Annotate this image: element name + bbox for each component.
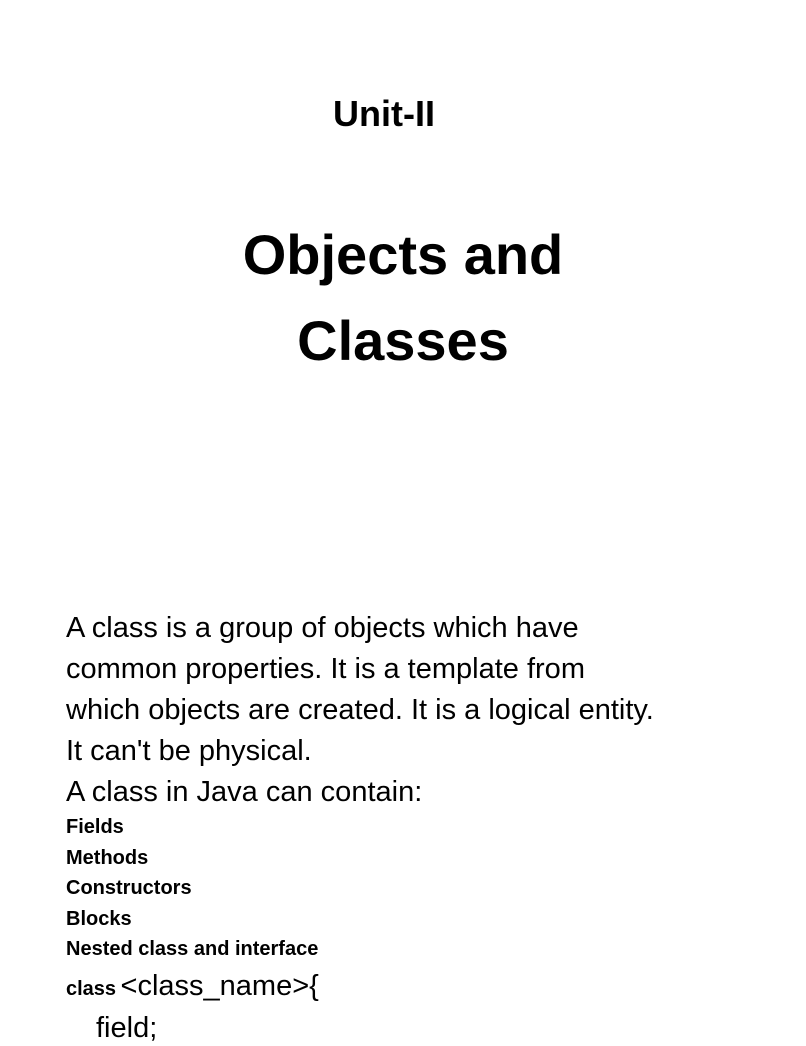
definition-line: common properties. It is a template from: [66, 653, 585, 685]
code-signature: <class_name>{: [120, 969, 319, 1002]
list-item: Blocks: [66, 907, 132, 930]
unit-title: Unit-II: [333, 93, 435, 134]
page-title: [0, 212, 806, 384]
list-item: Fields: [66, 816, 124, 838]
code-syntax-line: [66, 967, 746, 1010]
class-definition-paragraph: [66, 608, 746, 772]
code-field-line: field;: [96, 1011, 158, 1044]
contains-intro: A class in Java can contain:: [66, 776, 423, 808]
definition-line: A class is a group of objects which have: [66, 612, 579, 644]
title-line: Objects and: [242, 223, 564, 286]
class-members-list: [66, 812, 746, 965]
code-keyword: class: [66, 977, 117, 1000]
list-item: Methods: [66, 846, 149, 869]
list-item: Nested class and interface: [66, 938, 319, 960]
definition-line: It can't be physical.: [66, 735, 312, 767]
title-line: Classes: [297, 309, 509, 372]
content-body: [66, 608, 746, 1046]
list-item: Constructors: [66, 877, 192, 899]
definition-line: which objects are created. It is a logical entity.: [66, 694, 654, 726]
